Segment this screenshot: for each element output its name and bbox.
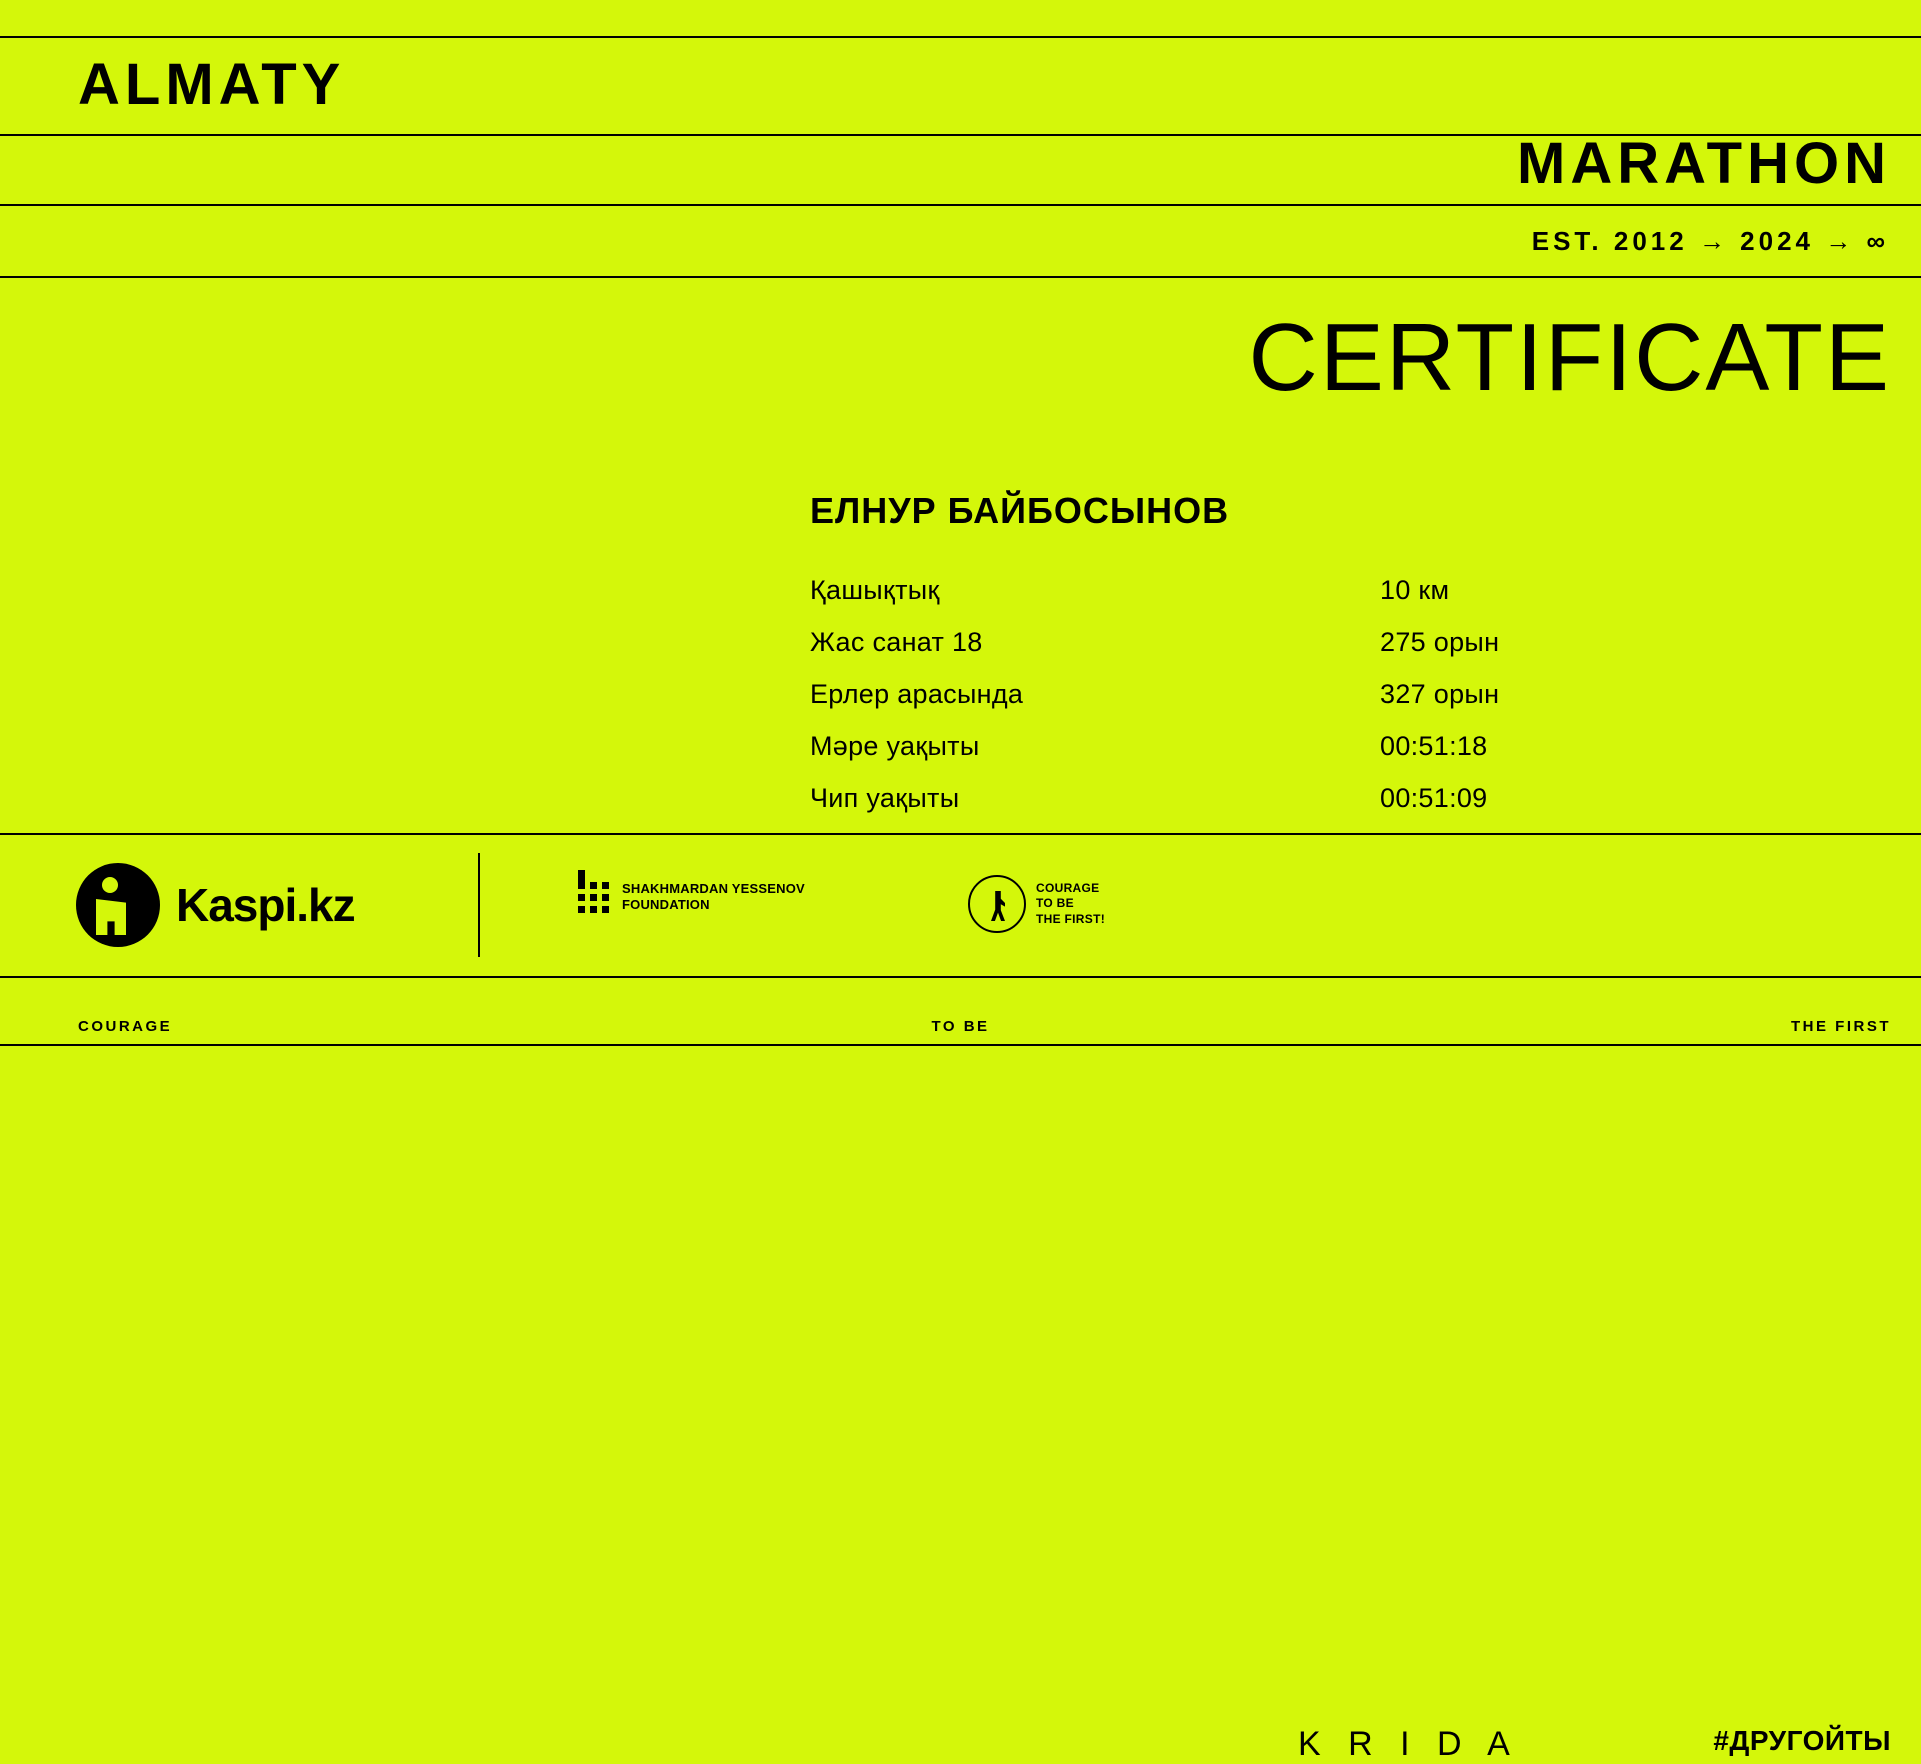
sponsor-yessenov-line2: FOUNDATION [622, 897, 710, 913]
page-title: CERTIFICATE [1248, 304, 1891, 411]
table-row [810, 783, 1600, 835]
divider-rule-6 [0, 976, 1921, 978]
result-value: 327 орын [1380, 679, 1500, 709]
sponsor-krida-label: K R I D A [1298, 1725, 1519, 1763]
result-value: 00:51:09 [1380, 783, 1488, 813]
sponsor-kaspi [76, 863, 355, 947]
kaspi-logo-icon [76, 863, 160, 947]
table-row [810, 679, 1600, 731]
sponsor-corporate-fund-label [1036, 881, 1105, 928]
sponsor-yessenov [578, 881, 805, 914]
brand-line-marathon: MARATHON [1517, 131, 1891, 196]
sponsor-yessenov-label [622, 881, 805, 914]
sponsor-drugoity-label: #ДРУГОЙТЫ [1713, 1725, 1891, 1756]
table-row [810, 627, 1600, 679]
divider-rule-1 [0, 36, 1921, 38]
sponsor-bar [0, 835, 1921, 1763]
footer-right: THE FIRST [1791, 1018, 1891, 1035]
table-row [810, 575, 1600, 627]
yessenov-bars-icon [578, 882, 609, 913]
footer-left: COURAGE [78, 1018, 173, 1035]
table-row [810, 731, 1600, 783]
result-value: 00:51:18 [1380, 731, 1488, 761]
brand-line-almaty: ALMATY [78, 52, 346, 117]
divider-rule-7 [0, 1044, 1921, 1046]
result-value: 275 орын [1380, 627, 1500, 657]
divider-rule-3 [0, 204, 1921, 206]
cf-line1: COURAGE [1036, 880, 1100, 895]
result-label: Жас санат 18 [810, 627, 983, 657]
sponsor-kaspi-label: Kaspi.kz [176, 879, 355, 931]
result-label: Ерлер арасында [810, 679, 1024, 709]
cf-line2: TO BE [1036, 896, 1074, 911]
result-value: 10 км [1380, 575, 1450, 605]
corporate-fund-figure-icon [968, 875, 1026, 933]
result-label: Мәре уақыты [810, 731, 980, 761]
result-label: Қашықтық [810, 575, 940, 605]
results-table [810, 575, 1600, 835]
cf-line3: THE FIRST! [1036, 911, 1105, 926]
footer-middle: TO BE [931, 1018, 990, 1035]
footer-slogan [0, 1018, 1921, 1044]
sponsor-yessenov-line1: SHAKHMARDAN YESSENOV [622, 881, 805, 896]
divider-rule-4 [0, 276, 1921, 278]
participant-name: ЕЛНУР БАЙБОСЫНОВ [810, 490, 1230, 531]
established-line: EST. 2012 → 2024 → ∞ [1531, 226, 1889, 256]
sponsor-divider [478, 853, 480, 957]
result-label: Чип уақыты [810, 783, 960, 813]
sponsor-corporate-fund [968, 875, 1105, 933]
